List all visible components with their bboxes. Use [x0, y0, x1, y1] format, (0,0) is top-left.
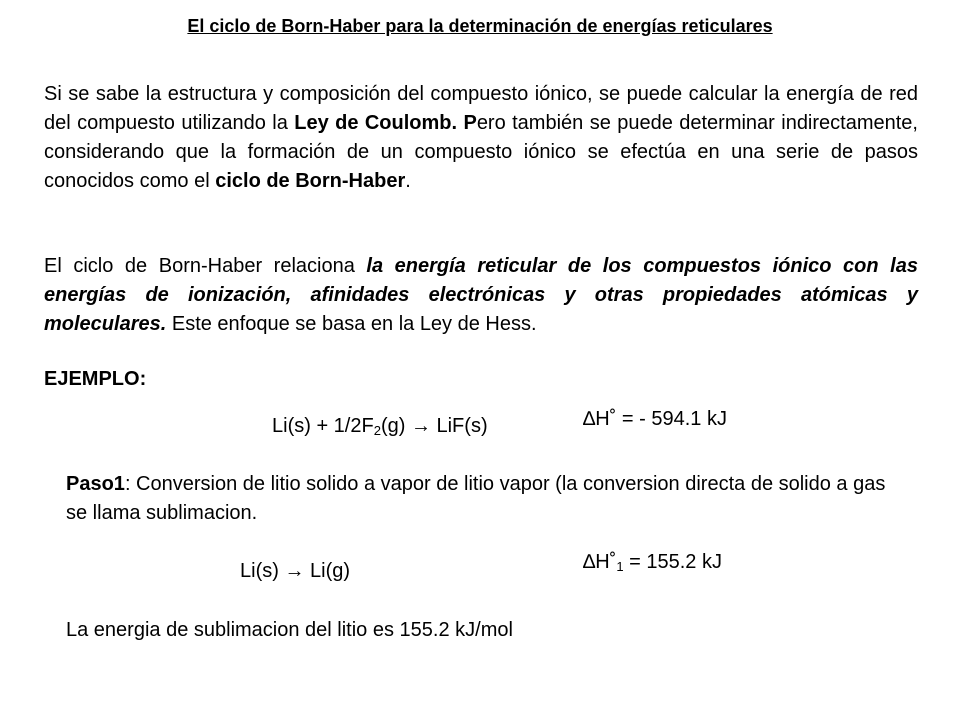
main-reaction-left: Li(s) + 1/2F: [272, 415, 374, 437]
born-haber-term: ciclo de Born-Haber: [215, 170, 406, 192]
intro-text-2: ero también se puede determinar indirectamente, considerando que la formación de un compuesto iónico se efectúa en una serie de pasos conocidos como el: [44, 112, 918, 192]
intro-text-1: Si se sabe la estructura y composición del compuesto iónico, se puede calcular la energía de red del compuesto utilizando la: [44, 83, 918, 134]
step1-enthalpy-prefix: ∆H˚: [583, 551, 617, 573]
step1-enthalpy-suffix: = 155.2 kJ: [623, 551, 722, 573]
relation-emphasis: la energía reticular de los compuestos iónico con las energías de ionización, afinidades electrónicas y otras propiedades atómicas y moleculares.: [44, 255, 918, 335]
intro-paragraph: [44, 80, 918, 196]
main-reaction-right: (g) → LiF(s): [380, 415, 488, 437]
step1-enthalpy-subscript: 1: [616, 559, 624, 574]
relation-paragraph: [44, 252, 918, 339]
step1-label: Paso1: [66, 473, 125, 495]
relation-text-2: Este enfoque se basa en la Ley de Hess.: [166, 313, 537, 335]
main-reaction-subscript: 2: [373, 423, 381, 438]
intro-text-3: .: [405, 170, 411, 192]
step1-paragraph: [66, 470, 886, 528]
example-label: EJEMPLO:: [44, 368, 147, 390]
main-enthalpy: ∆H˚ = - 594.1 kJ: [583, 408, 727, 430]
step1-enthalpy: [583, 551, 722, 574]
step1-text: : Conversion de litio solido a vapor de litio vapor (la conversion directa de solido a gas se llama sublimacion.: [66, 473, 886, 524]
page-title: El ciclo de Born-Haber para la determinación de energías reticulares: [187, 16, 773, 36]
relation-text-1: El ciclo de Born-Haber relaciona: [44, 255, 367, 277]
closing-sentence: La energia de sublimacion del litio es 155.2 kJ/mol: [66, 619, 513, 641]
coulomb-law-term: Ley de Coulomb. P: [294, 112, 477, 134]
main-reaction: [272, 415, 488, 438]
step1-reaction: Li(s) → Li(g): [240, 560, 351, 582]
